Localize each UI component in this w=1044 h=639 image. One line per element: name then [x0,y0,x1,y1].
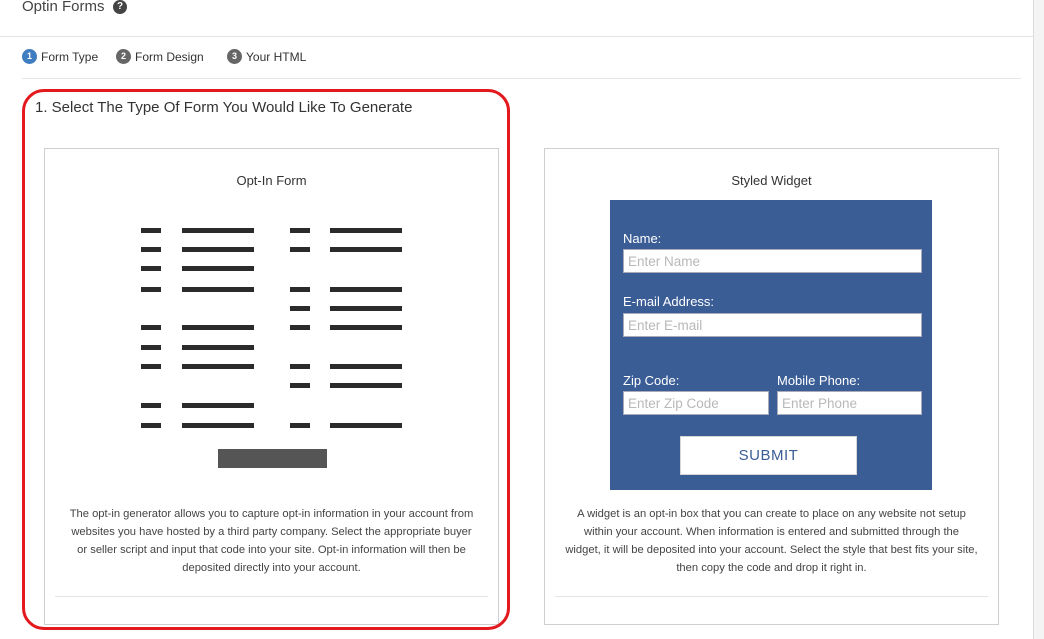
question-circle-icon[interactable]: ? [113,0,127,14]
panel-header [0,0,1033,37]
card-divider [555,596,988,597]
step-form-design[interactable] [116,50,204,68]
step-label: Form Design [135,50,204,64]
name-input[interactable] [623,249,922,273]
zip-code-label: Zip Code: [623,373,680,388]
card-description: A widget is an opt-in box that you can create to place on any website not setup within your account. When information is entered and submitted through the widget, it will be deposited into your account. Select the style that best fits your site, then copy the code and drop it right in. [565,508,978,574]
steps-divider [22,78,1021,79]
widget-preview [610,200,932,490]
submit-button[interactable]: SUBMIT [680,436,857,475]
step-number-badge: 3 [227,49,242,64]
page-title: Optin Forms [22,0,105,15]
styled-widget-card[interactable] [544,148,999,625]
card-description: The opt-in generator allows you to capture opt-in information in your account from websites you have hosted by a third party company. Select the appropriate buyer or seller script and input that code into your site. Opt-in information will then be deposited directly into your account. [69,508,474,574]
card-title: Styled Widget [731,173,812,188]
email-input[interactable] [623,313,922,337]
email-label: E-mail Address: [623,294,715,309]
selection-highlight [22,89,510,630]
section-title: 1. Select The Type Of Form You Would Like To Generate [35,99,413,116]
step-number-badge: 1 [22,49,37,64]
zip-code-input[interactable] [623,391,769,415]
step-your-html[interactable] [227,50,306,68]
mobile-phone-input[interactable] [777,391,922,415]
name-label: Name: [623,231,662,246]
card-title: Opt-In Form [236,173,307,188]
mobile-phone-label: Mobile Phone: [777,373,861,388]
step-number-badge: 2 [116,49,131,64]
step-label: Form Type [41,50,99,64]
step-form-type[interactable] [22,50,98,68]
step-label: Your HTML [246,50,307,64]
